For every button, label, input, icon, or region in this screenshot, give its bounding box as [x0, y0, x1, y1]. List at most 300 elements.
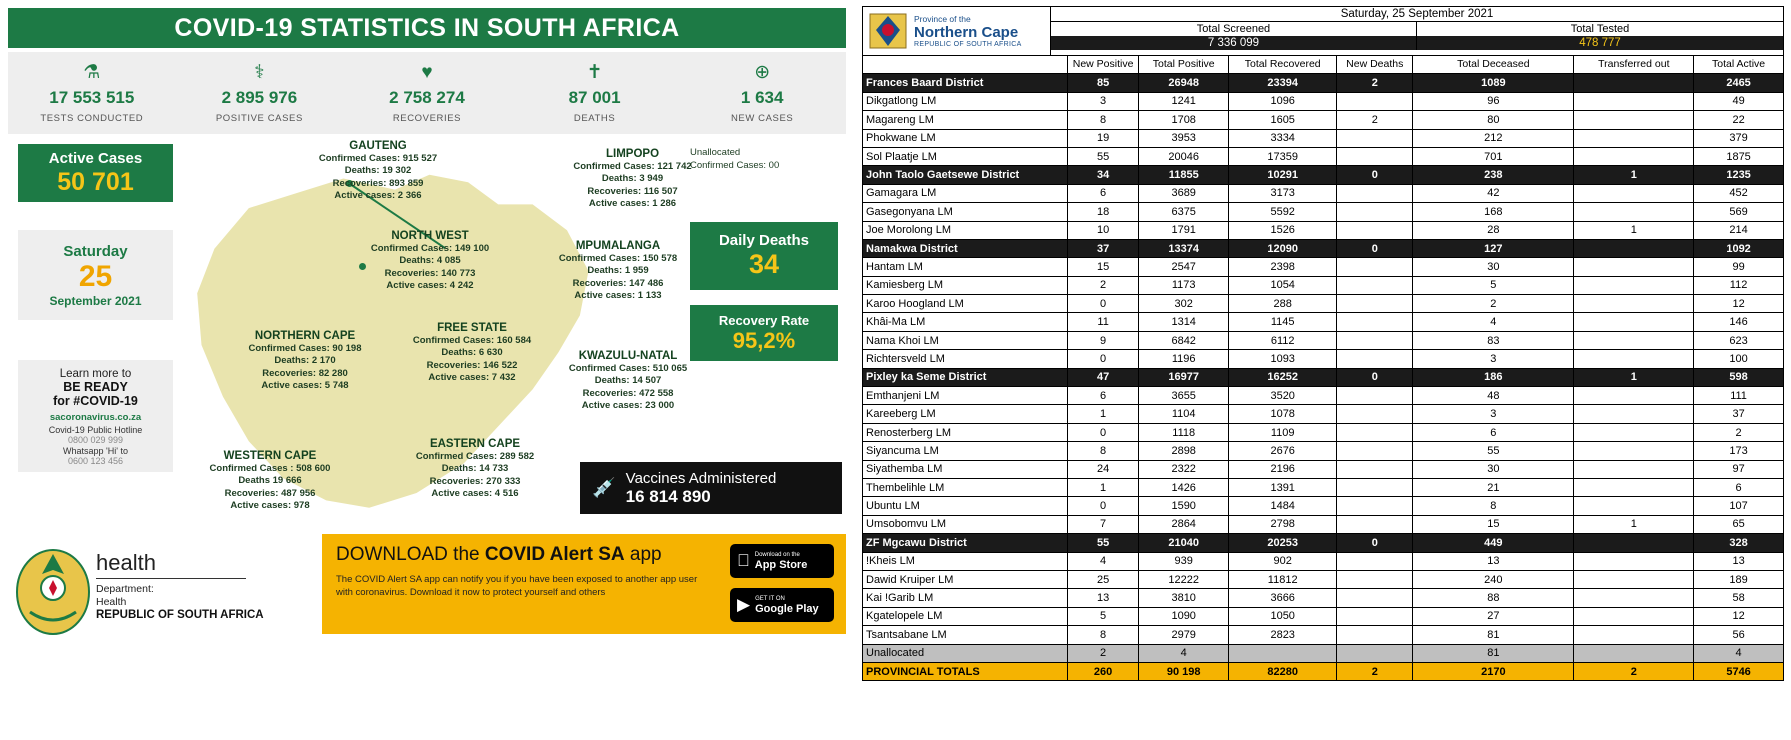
table-row: [863, 258, 1784, 276]
health-wordmark: health: [96, 550, 156, 575]
row-cell: 83: [1413, 331, 1574, 349]
row-cell: 48: [1413, 387, 1574, 405]
row-cell: [1337, 515, 1413, 533]
province-active: Active cases: 4 516: [431, 488, 519, 499]
row-cell: 13: [1067, 589, 1138, 607]
row-cell: 3689: [1139, 184, 1229, 202]
row-cell: 598: [1694, 368, 1784, 386]
row-cell: 1196: [1139, 350, 1229, 368]
row-cell: 238: [1413, 166, 1574, 184]
row-area-name: Kamiesberg LM: [863, 276, 1068, 294]
col-header-total-positive: Total Positive: [1139, 56, 1229, 74]
province-deaths: Deaths: 14 733: [441, 463, 509, 474]
row-cell: 4: [1139, 644, 1229, 662]
row-cell: 11855: [1139, 166, 1229, 184]
row-area-name: Dikgatlong LM: [863, 92, 1068, 110]
province-name: MPUMALANGA: [575, 240, 661, 252]
row-cell: 47: [1067, 368, 1138, 386]
row-area-name: Unallocated: [863, 644, 1068, 662]
row-area-name: Hantam LM: [863, 258, 1068, 276]
table-row: [863, 239, 1784, 257]
row-cell: [1337, 184, 1413, 202]
crest-line-3: REPUBLIC OF SOUTH AFRICA: [914, 41, 1022, 48]
stat-value: 87 001: [568, 87, 621, 107]
row-cell: 1: [1574, 221, 1694, 239]
row-cell: 214: [1694, 221, 1784, 239]
province-name: NORTH WEST: [391, 230, 469, 242]
active-cases-title: Active Cases: [48, 149, 143, 167]
stat-value: 2 895 976: [221, 87, 298, 107]
province-recoveries: Recoveries: 147 486: [572, 277, 664, 289]
row-cell: 2: [1694, 423, 1784, 441]
row-cell: [1574, 442, 1694, 460]
row-cell: 90 198: [1139, 662, 1229, 680]
row-cell: [1574, 74, 1694, 92]
table-row: [863, 534, 1784, 552]
stat-label: NEW CASES: [730, 112, 794, 124]
province-eastern-cape: [375, 438, 575, 501]
row-cell: [1574, 423, 1694, 441]
row-cell: [1574, 589, 1694, 607]
whatsapp-number: 0600 123 456: [67, 456, 124, 466]
row-area-name: Kgatelopele LM: [863, 607, 1068, 625]
table-row: [863, 184, 1784, 202]
province-confirmed: Confirmed Cases: 289 582: [415, 450, 535, 462]
row-cell: [1337, 460, 1413, 478]
row-cell: 1426: [1139, 478, 1229, 496]
province-confirmed: Confirmed Cases: 90 198: [248, 342, 362, 354]
row-cell: 2798: [1229, 515, 1337, 533]
row-cell: 12: [1694, 607, 1784, 625]
row-cell: 26948: [1139, 74, 1229, 92]
row-area-name: Namakwa District: [863, 239, 1068, 257]
row-cell: [1574, 184, 1694, 202]
row-cell: [1337, 295, 1413, 313]
row-cell: 0: [1067, 295, 1138, 313]
row-cell: 1235: [1694, 166, 1784, 184]
table-row: [863, 387, 1784, 405]
table-row: [863, 276, 1784, 294]
app-store-button[interactable]: [730, 544, 834, 578]
google-play-icon: ▶: [737, 595, 751, 614]
row-cell: 112: [1694, 276, 1784, 294]
row-cell: 1109: [1229, 423, 1337, 441]
row-cell: 3173: [1229, 184, 1337, 202]
stat-positive-cases: [176, 52, 344, 134]
province-active: Active cases: 978: [230, 500, 310, 511]
row-cell: [1337, 589, 1413, 607]
row-cell: 8: [1067, 111, 1138, 129]
row-cell: 30: [1413, 258, 1574, 276]
table-row: [863, 350, 1784, 368]
person-plus-icon: ⚕: [254, 61, 265, 83]
col-header-area: [863, 56, 1068, 74]
row-area-name: Pixley ka Seme District: [863, 368, 1068, 386]
row-cell: 2170: [1413, 662, 1574, 680]
row-cell: [1337, 442, 1413, 460]
col-header-transferred-out: Transferred out: [1574, 56, 1694, 74]
app-title-name: COVID Alert SA: [484, 544, 625, 565]
row-area-name: Joe Morolong LM: [863, 221, 1068, 239]
row-cell: 10: [1067, 221, 1138, 239]
row-cell: 16977: [1139, 368, 1229, 386]
stat-tests-conducted: [8, 52, 176, 134]
row-cell: 4: [1413, 313, 1574, 331]
row-cell: 2322: [1139, 460, 1229, 478]
row-cell: 2: [1337, 662, 1413, 680]
row-cell: 19: [1067, 129, 1138, 147]
daily-deaths-title: Daily Deaths: [718, 232, 810, 249]
row-cell: [1337, 570, 1413, 588]
learn-line-1: Learn more to: [59, 368, 132, 380]
google-play-button[interactable]: [730, 588, 834, 622]
row-cell: 3: [1413, 350, 1574, 368]
province-gauteng: [278, 140, 478, 203]
row-cell: 212: [1413, 129, 1574, 147]
row-cell: 22: [1694, 111, 1784, 129]
row-cell: 701: [1413, 147, 1574, 165]
row-area-name: Tsantsabane LM: [863, 626, 1068, 644]
recovery-rate-value: 95,2%: [732, 327, 796, 353]
page-title: COVID-19 STATISTICS IN SOUTH AFRICA: [8, 8, 846, 48]
row-cell: 30: [1413, 460, 1574, 478]
row-cell: [1574, 239, 1694, 257]
row-cell: [1574, 295, 1694, 313]
row-cell: [1574, 552, 1694, 570]
row-cell: 55: [1067, 147, 1138, 165]
row-cell: 2547: [1139, 258, 1229, 276]
row-cell: 10291: [1229, 166, 1337, 184]
row-cell: 34: [1067, 166, 1138, 184]
row-cell: 1: [1574, 368, 1694, 386]
row-cell: 3: [1413, 405, 1574, 423]
date-day: 25: [78, 259, 113, 293]
row-cell: 1875: [1694, 147, 1784, 165]
row-cell: 0: [1337, 534, 1413, 552]
row-cell: 17359: [1229, 147, 1337, 165]
row-cell: [1574, 129, 1694, 147]
row-cell: 8: [1067, 626, 1138, 644]
province-confirmed: Confirmed Cases: 149 100: [370, 242, 490, 254]
row-cell: 1093: [1229, 350, 1337, 368]
row-cell: 449: [1413, 534, 1574, 552]
table-row: [863, 423, 1784, 441]
row-cell: 11812: [1229, 570, 1337, 588]
row-cell: 1708: [1139, 111, 1229, 129]
table-row: [863, 497, 1784, 515]
row-cell: [1574, 276, 1694, 294]
row-area-name: Dawid Kruiper LM: [863, 570, 1068, 588]
group-total-screened: [1051, 22, 1417, 50]
col-header-total-deceased: Total Deceased: [1413, 56, 1574, 74]
row-cell: 100: [1694, 350, 1784, 368]
heart-pulse-icon: ♥: [421, 61, 433, 83]
row-area-name: Frances Baard District: [863, 74, 1068, 92]
row-cell: 0: [1337, 239, 1413, 257]
row-cell: 1104: [1139, 405, 1229, 423]
crest-line-1: Province of the: [914, 14, 971, 24]
row-cell: 2823: [1229, 626, 1337, 644]
row-cell: 18: [1067, 203, 1138, 221]
whatsapp-label: Whatsapp 'Hi' to: [63, 446, 128, 456]
row-cell: [1337, 644, 1413, 662]
table-row: [863, 552, 1784, 570]
test-tubes-icon: ⚗: [83, 61, 101, 83]
province-name: FREE STATE: [437, 322, 507, 334]
row-area-name: Emthanjeni LM: [863, 387, 1068, 405]
table-row: [863, 460, 1784, 478]
row-cell: 20253: [1229, 534, 1337, 552]
row-cell: [1574, 534, 1694, 552]
row-cell: 1: [1574, 166, 1694, 184]
app-store-big: App Store: [742, 558, 795, 571]
col-header-new-positive: New Positive: [1067, 56, 1138, 74]
magnifier-plus-icon: ⊕: [754, 61, 771, 83]
col-header-total-recovered: Total Recovered: [1229, 56, 1337, 74]
stat-label: DEATHS: [573, 112, 616, 124]
row-cell: 4: [1694, 644, 1784, 662]
row-cell: [1337, 129, 1413, 147]
syringe-icon: 💉: [592, 478, 616, 499]
left-infographic-panel: [0, 0, 855, 740]
row-cell: [1337, 423, 1413, 441]
table-row: [863, 368, 1784, 386]
row-cell: 569: [1694, 203, 1784, 221]
province-confirmed: Confirmed Cases : 508 600: [209, 462, 331, 474]
row-cell: [1574, 147, 1694, 165]
unallocated-value: Confirmed Cases: 00: [690, 160, 780, 171]
table-row: [863, 607, 1784, 625]
row-cell: 0: [1067, 423, 1138, 441]
row-cell: 6: [1067, 184, 1138, 202]
apple-icon: [737, 551, 750, 571]
group-total-tested: [1417, 22, 1783, 50]
row-cell: 81: [1413, 644, 1574, 662]
learn-website-link[interactable]: sacoronavirus.co.za: [49, 412, 142, 423]
row-area-name: Gasegonyana LM: [863, 203, 1068, 221]
province-deaths: Deaths: 6 630: [441, 347, 503, 358]
stat-value: 1 634: [740, 87, 784, 107]
health-republic: REPUBLIC OF SOUTH AFRICA: [96, 609, 264, 621]
unallocated-label: Unallocated: [690, 147, 741, 158]
row-cell: 97: [1694, 460, 1784, 478]
table-row: [863, 662, 1784, 680]
row-cell: 27: [1413, 607, 1574, 625]
row-cell: [1337, 92, 1413, 110]
row-cell: 1: [1067, 405, 1138, 423]
vaccines-administered-card: [580, 462, 842, 514]
row-area-name: Richtersveld LM: [863, 350, 1068, 368]
row-area-name: Kareeberg LM: [863, 405, 1068, 423]
row-area-name: ZF Mgcawu District: [863, 534, 1068, 552]
row-cell: 37: [1694, 405, 1784, 423]
row-cell: 13374: [1139, 239, 1229, 257]
praying-hands-icon: ✝: [586, 61, 603, 83]
row-cell: 168: [1413, 203, 1574, 221]
row-cell: 452: [1694, 184, 1784, 202]
recovery-rate-card: [690, 305, 838, 361]
group-value: 478 777: [1417, 36, 1783, 50]
group-value: 7 336 099: [1051, 36, 1416, 50]
row-cell: 5: [1413, 276, 1574, 294]
health-dept-line1: Department:: [96, 583, 154, 595]
province-confirmed: Confirmed Cases: 510 065: [568, 362, 688, 374]
health-department-logo: [96, 550, 264, 621]
row-cell: 6375: [1139, 203, 1229, 221]
row-cell: 3666: [1229, 589, 1337, 607]
row-cell: 623: [1694, 331, 1784, 349]
row-cell: 9: [1067, 331, 1138, 349]
row-cell: 6: [1413, 423, 1574, 441]
province-name: WESTERN CAPE: [223, 450, 317, 462]
unallocated-cases: [690, 146, 779, 172]
row-cell: 2: [1067, 276, 1138, 294]
row-cell: 21040: [1139, 534, 1229, 552]
province-recoveries: Recoveries: 82 280: [262, 367, 348, 379]
active-cases-value: 50 701: [57, 167, 134, 196]
row-cell: [1574, 497, 1694, 515]
table-row: [863, 626, 1784, 644]
row-cell: 3655: [1139, 387, 1229, 405]
row-cell: [1337, 405, 1413, 423]
group-label: Total Screened: [1196, 23, 1271, 35]
row-cell: 37: [1067, 239, 1138, 257]
row-area-name: Thembelihle LM: [863, 478, 1068, 496]
daily-deaths-card: [690, 222, 838, 290]
row-cell: 23394: [1229, 74, 1337, 92]
row-cell: 42: [1413, 184, 1574, 202]
health-dept-line2: Health: [96, 596, 127, 608]
row-cell: 240: [1413, 570, 1574, 588]
province-recoveries: Recoveries: 146 522: [426, 359, 518, 371]
row-cell: 56: [1694, 626, 1784, 644]
row-area-name: Gamagara LM: [863, 184, 1068, 202]
row-cell: [1337, 387, 1413, 405]
province-recoveries: Recoveries: 140 773: [384, 267, 476, 279]
app-title-pre: DOWNLOAD the: [336, 544, 485, 565]
row-cell: 328: [1694, 534, 1784, 552]
table-row: [863, 203, 1784, 221]
row-cell: 1484: [1229, 497, 1337, 515]
row-cell: 6: [1067, 387, 1138, 405]
province-deaths: Deaths 19 666: [238, 475, 302, 486]
province-deaths: Deaths: 19 302: [344, 165, 412, 176]
row-cell: [1574, 111, 1694, 129]
row-cell: 3810: [1139, 589, 1229, 607]
row-cell: 6842: [1139, 331, 1229, 349]
row-area-name: Karoo Hoogland LM: [863, 295, 1068, 313]
row-cell: 81: [1413, 626, 1574, 644]
row-cell: 1173: [1139, 276, 1229, 294]
row-cell: [1574, 387, 1694, 405]
row-cell: 2864: [1139, 515, 1229, 533]
row-cell: 55: [1413, 442, 1574, 460]
row-cell: 107: [1694, 497, 1784, 515]
row-cell: 55: [1067, 534, 1138, 552]
row-area-name: Renosterberg LM: [863, 423, 1068, 441]
row-cell: 25: [1067, 570, 1138, 588]
row-cell: 1089: [1413, 74, 1574, 92]
province-active: Active cases: 23 000: [581, 400, 675, 411]
stat-value: 2 758 274: [389, 87, 465, 107]
row-cell: [1337, 258, 1413, 276]
app-store-small: Download on the: [742, 551, 788, 558]
row-cell: [1337, 350, 1413, 368]
row-cell: 28: [1413, 221, 1574, 239]
recovery-rate-title: Recovery Rate: [718, 312, 810, 328]
row-cell: [1337, 607, 1413, 625]
report-date: Saturday, 25 September 2021: [1051, 7, 1783, 22]
learn-line-2: BE READY: [63, 380, 128, 394]
row-cell: 0: [1067, 350, 1138, 368]
row-cell: [1574, 607, 1694, 625]
vaccines-title: Vaccines Administered: [625, 469, 777, 487]
row-cell: 146: [1694, 313, 1784, 331]
row-cell: 15: [1413, 515, 1574, 533]
stat-label: RECOVERIES: [392, 112, 462, 124]
province-active: Active cases: 1 286: [588, 198, 677, 209]
table-header-row: [863, 56, 1784, 74]
row-cell: 939: [1139, 552, 1229, 570]
row-cell: 15: [1067, 258, 1138, 276]
row-cell: [1574, 92, 1694, 110]
row-cell: 49: [1694, 92, 1784, 110]
stat-recoveries: [343, 52, 511, 134]
row-cell: 2: [1574, 662, 1694, 680]
table-row: [863, 295, 1784, 313]
row-area-name: Siyathemba LM: [863, 460, 1068, 478]
table-row: [863, 221, 1784, 239]
province-deaths: Deaths: 14 507: [594, 375, 662, 386]
province-name: KWAZULU-NATAL: [578, 350, 678, 362]
row-cell: 173: [1694, 442, 1784, 460]
province-active: Active cases: 2 366: [334, 190, 422, 201]
province-name: GAUTENG: [349, 140, 407, 152]
province-deaths: Deaths: 4 085: [399, 255, 461, 266]
row-cell: [1574, 460, 1694, 478]
hotline-label: Covid-19 Public Hotline: [48, 425, 143, 435]
row-cell: 127: [1413, 239, 1574, 257]
row-cell: 111: [1694, 387, 1784, 405]
row-cell: 288: [1229, 295, 1337, 313]
row-cell: 0: [1337, 166, 1413, 184]
row-cell: [1337, 478, 1413, 496]
row-cell: 260: [1067, 662, 1138, 680]
province-north-west: [330, 230, 530, 293]
row-cell: 3: [1067, 92, 1138, 110]
row-area-name: PROVINCIAL TOTALS: [863, 662, 1068, 680]
table-row: [863, 478, 1784, 496]
row-cell: 1096: [1229, 92, 1337, 110]
table-row: [863, 331, 1784, 349]
province-confirmed: Confirmed Cases: 121 742: [573, 160, 692, 172]
row-cell: 3953: [1139, 129, 1229, 147]
row-cell: [1337, 626, 1413, 644]
hotline-number: 0800 029 999: [67, 435, 124, 445]
row-cell: [1337, 497, 1413, 515]
row-area-name: Ubuntu LM: [863, 497, 1068, 515]
date-month-year: September 2021: [49, 293, 142, 308]
stat-value: 17 553 515: [49, 87, 135, 107]
app-title-post: app: [624, 544, 662, 565]
row-cell: [1337, 331, 1413, 349]
row-cell: 8: [1067, 442, 1138, 460]
row-cell: 82280: [1229, 662, 1337, 680]
row-cell: 189: [1694, 570, 1784, 588]
table-row: [863, 570, 1784, 588]
province-active: Active cases: 1 133: [574, 290, 662, 301]
row-cell: 2676: [1229, 442, 1337, 460]
